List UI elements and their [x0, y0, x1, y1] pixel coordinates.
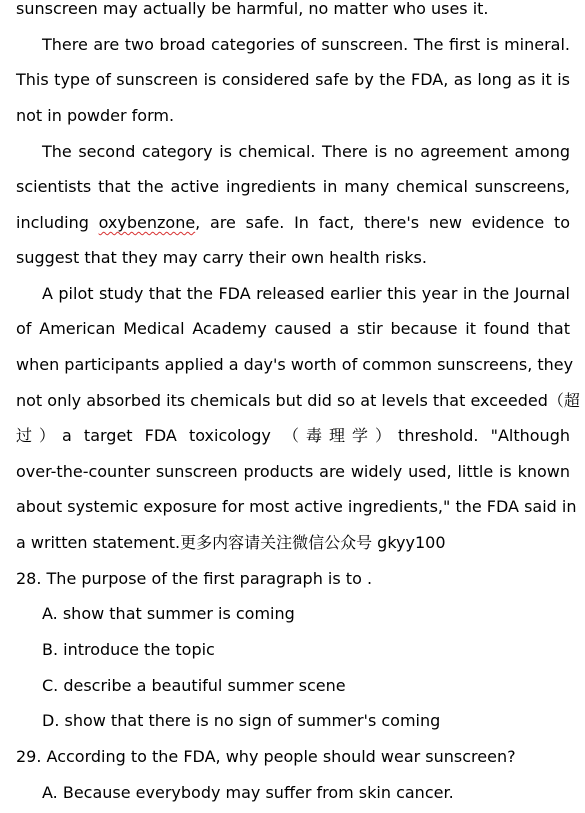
passage-line: when participants applied a day's worth of common sunscreens, they: [16, 355, 574, 374]
passage-line: a written statement.更多内容请关注微信公众号 gkyy100: [16, 533, 446, 552]
passage-text: , are safe. In fact, there's new evidence to: [195, 213, 571, 232]
passage-line: The second category is chemical. There is no agreement among: [42, 142, 570, 161]
question-28-option-d: D. show that there is no sign of summer's coming: [42, 711, 441, 730]
passage-line: over-the-counter sunscreen products are widely used, little is known: [16, 462, 570, 481]
passage-line: not in powder form.: [16, 106, 175, 125]
question-28-option-c: C. describe a beautiful summer scene: [42, 676, 346, 695]
passage-line: scientists that the active ingredients in many chemical sunscreens,: [16, 177, 570, 196]
question-28-stem: 28. The purpose of the first paragraph is to .: [16, 569, 373, 588]
passage-line: of American Medical Academy caused a stir because it found that: [16, 319, 570, 338]
passage-line: about systemic exposure for most active ingredients," the FDA said in: [16, 497, 577, 516]
passage-line: A pilot study that the FDA released earlier this year in the Journal: [42, 284, 570, 303]
question-29-option-a: A. Because everybody may suffer from skin cancer.: [42, 783, 454, 802]
passage-line: 过）a target FDA toxicology （毒理学）threshold. "Although: [16, 426, 570, 445]
passage-text: including: [16, 213, 99, 232]
passage-line: There are two broad categories of sunscreen. The first is mineral.: [42, 35, 570, 54]
passage-line: [16, 211, 570, 235]
question-28-option-a: A. show that summer is coming: [42, 604, 295, 623]
question-28-option-b: B. introduce the topic: [42, 640, 215, 659]
passage-line: not only absorbed its chemicals but did so at levels that exceeded（超: [16, 391, 580, 410]
passage-line: This type of sunscreen is considered safe by the FDA, as long as it is: [16, 70, 570, 89]
passage-line: sunscreen may actually be harmful, no matter who uses it.: [16, 0, 489, 18]
passage-line: suggest that they may carry their own health risks.: [16, 248, 427, 267]
question-29-stem: 29. According to the FDA, why people should wear sunscreen?: [16, 747, 516, 766]
spellcheck-flagged-word: oxybenzone: [98, 213, 196, 232]
